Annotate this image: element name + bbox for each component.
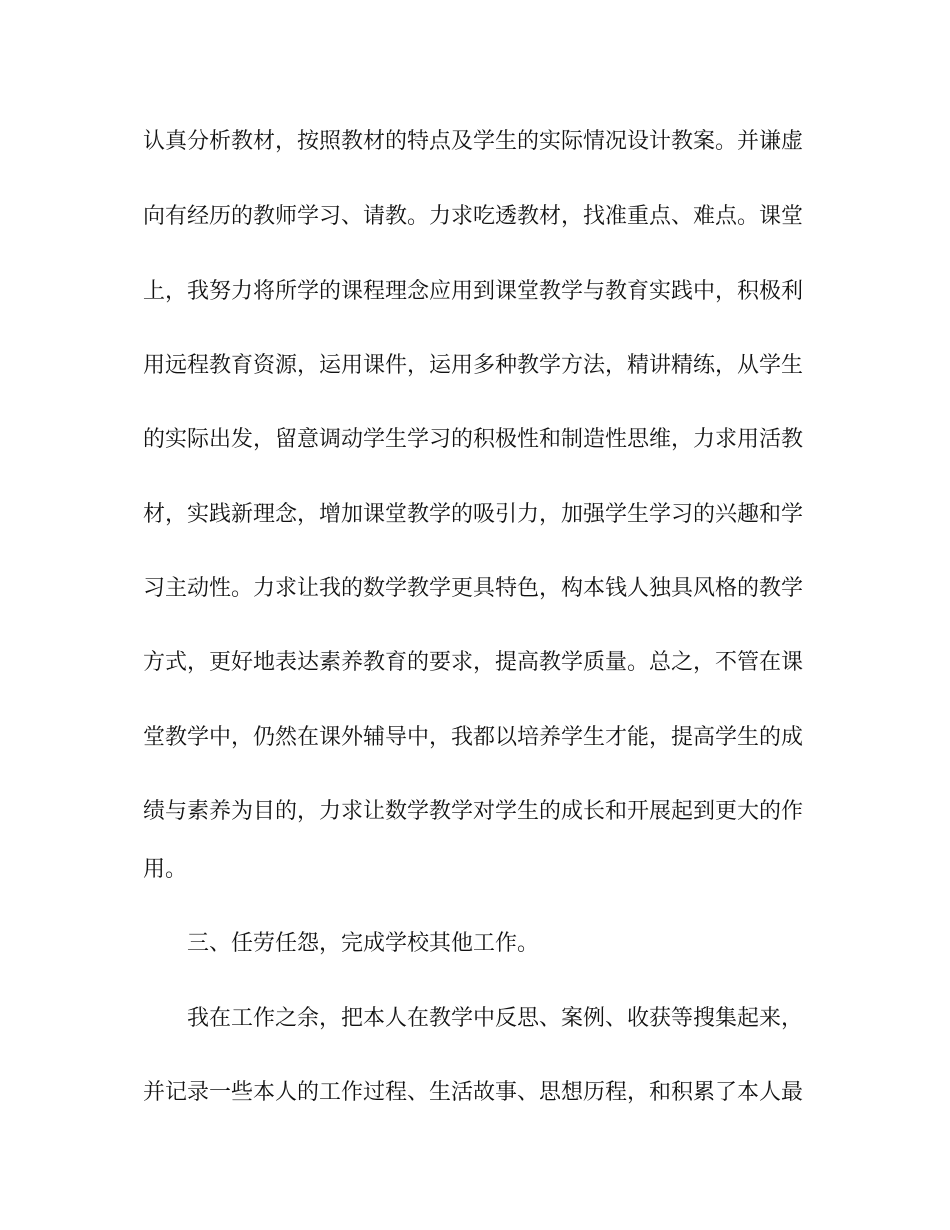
paragraph-2-line-1: 我在工作之余，把本人在教学中反思、案例、收获等搜集起来， [187, 1006, 803, 1031]
paragraph-line-7: 习主动性。力求让我的数学教学更具特色，构本钱人独具风格的教学 [143, 576, 803, 601]
paragraph-line-3: 上，我努力将所学的课程理念应用到课堂教学与教育实践中，积极利 [143, 279, 803, 304]
paragraph-line-5: 的实际出发，留意调动学生学习的积极性和制造性思维，力求用活教 [143, 427, 803, 452]
paragraph-line-4: 用远程教育资源，运用课件，运用多种教学方法，精讲精练，从学生 [143, 353, 803, 378]
paragraph-line-10: 绩与素养为目的，力求让数学教学对学生的成长和开展起到更大的作 [143, 799, 803, 824]
paragraph-2-line-2: 并记录一些本人的工作过程、生活故事、思想历程，和积累了本人最 [143, 1080, 803, 1105]
paragraph-line-6: 材，实践新理念，增加课堂教学的吸引力，加强学生学习的兴趣和学 [143, 502, 803, 527]
paragraph-line-9: 堂教学中，仍然在课外辅导中，我都以培养学生才能，提高学生的成 [143, 725, 803, 750]
paragraph-line-1: 认真分析教材，按照教材的特点及学生的实际情况设计教案。并谦虚 [143, 129, 803, 154]
section-heading: 三、任劳任怨，完成学校其他工作。 [187, 931, 540, 956]
paragraph-line-2: 向有经历的教师学习、请教。力求吃透教材，找准重点、难点。课堂 [143, 204, 803, 229]
paragraph-line-11: 用。 [143, 857, 188, 882]
paragraph-line-8: 方式，更好地表达素养教育的要求，提高教学质量。总之，不管在课 [143, 650, 803, 675]
